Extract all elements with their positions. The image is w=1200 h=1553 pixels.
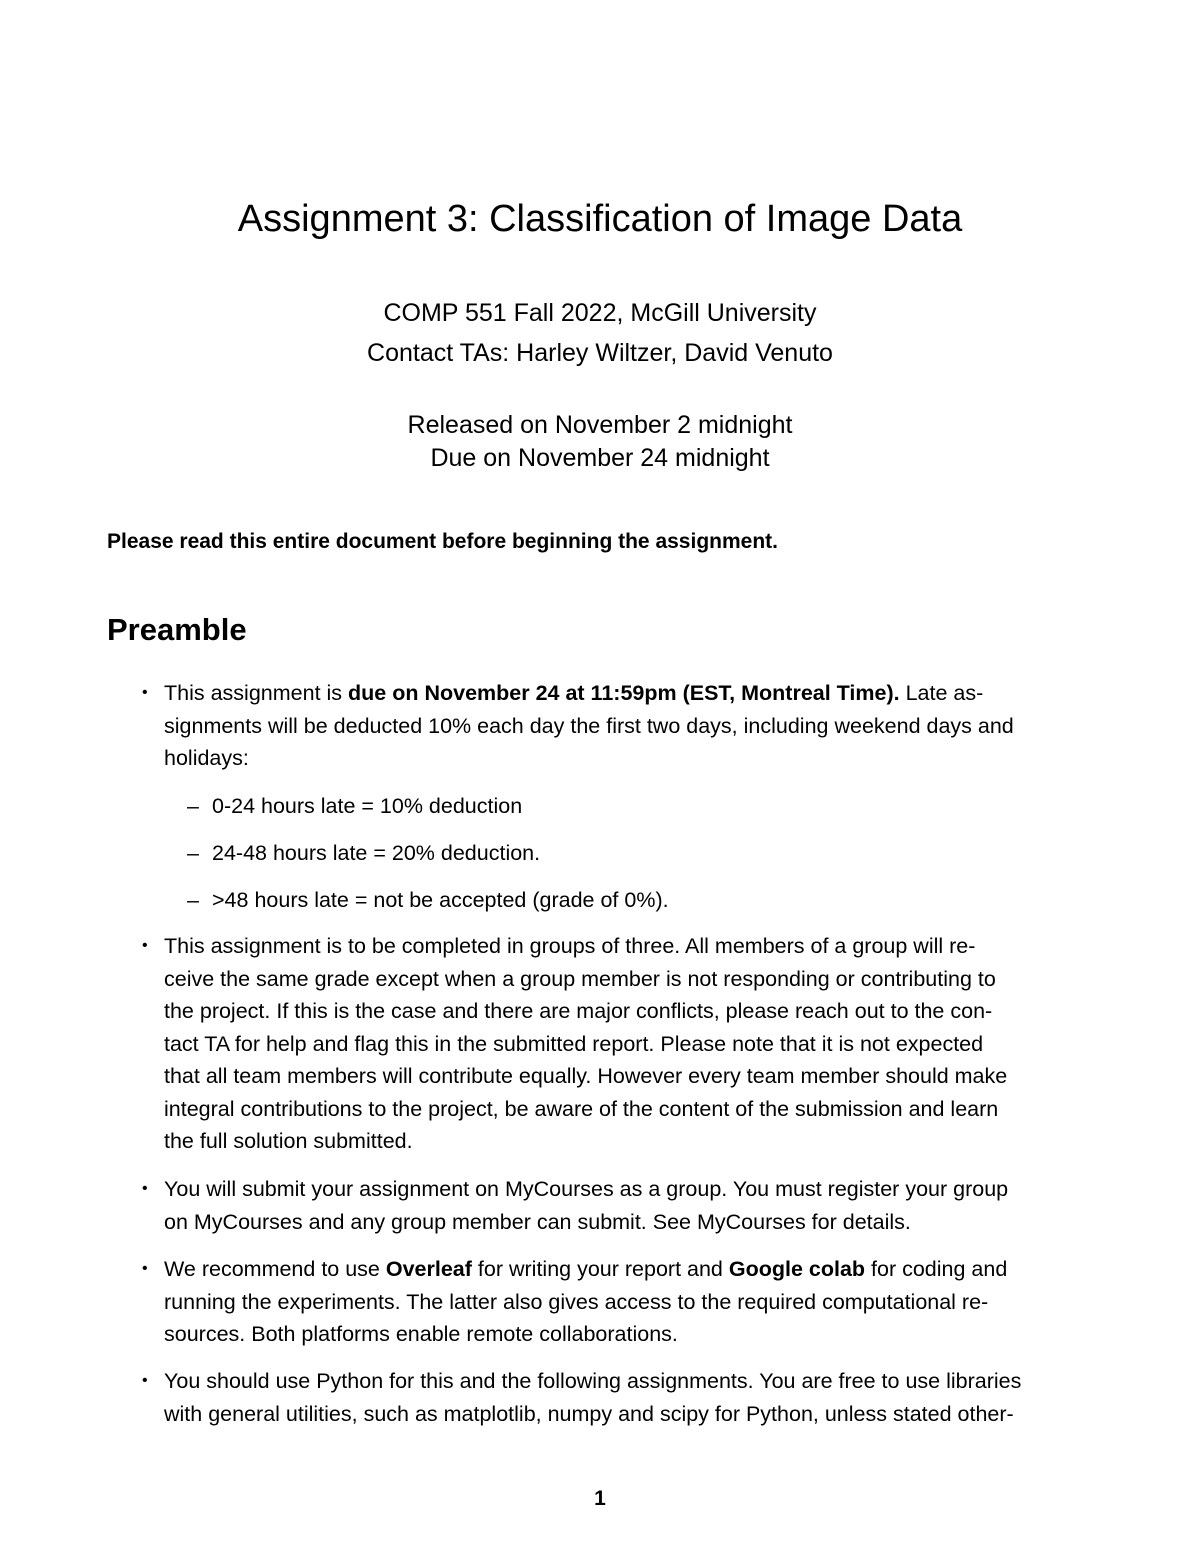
dash-icon: – (187, 841, 199, 865)
sub-list-item: – >48 hours late = not be accepted (grade of 0%). (212, 884, 1092, 917)
overleaf-text: Overleaf (385, 1257, 472, 1281)
google-colab-text: Google colab (728, 1257, 866, 1281)
list-item (142, 677, 1100, 775)
released-line: Released on November 2 midnight (407, 411, 793, 439)
list-item: • We recommend to use Overleaf for writing your report and Google colab for coding and running the experiments. The latter also gives access to the required computational re- sources. Both platforms enable remote collaborations. (164, 1253, 1100, 1351)
bullet-icon: • (142, 1372, 148, 1389)
sub-list-item: – 0-24 hours late = 10% deduction (212, 790, 1092, 823)
page-number: 1 (594, 1487, 606, 1510)
bullet-icon: • (142, 1180, 148, 1197)
text-line: This assignment is due on November 24 at 11:59pm (EST, Montreal Time). Late as- (164, 681, 984, 705)
text-line: holidays: (164, 746, 249, 770)
course-line: COMP 551 Fall 2022, McGill University (383, 299, 817, 327)
bullet-icon: • (142, 937, 148, 954)
list-item: • You should use Python for this and the following assignments. You are free to use libraries with general utilities, such as matplotlib, numpy and scipy for Python, unless stated other- (164, 1365, 1100, 1430)
list-item: • This assignment is to be completed in groups of three. All members of a group will re- ceive the same grade except when a group member is not responding or contributing to the project. If this is the case and there are major conflicts, please reach out to the con- tact TA for help and flag this in the submitted report. Please note that it is not expected that all team members will contribute equally. However every team member should make integral contributions to the project, be aware of the content of the submission and learn the full solution submitted. (164, 930, 1100, 1158)
bullet-icon: • (142, 1260, 148, 1277)
dash-icon: – (187, 888, 199, 912)
contact-line: Contact TAs: Harley Wiltzer, David Venuto (367, 339, 833, 367)
text-line: signments will be deducted 10% each day the first two days, including weekend days and (164, 713, 1014, 738)
section-heading-preamble: Preamble (107, 612, 247, 647)
document-title: Assignment 3: Classification of Image Data (237, 198, 963, 240)
dash-icon: – (187, 794, 199, 818)
read-notice: Please read this entire document before beginning the assignment. (107, 530, 778, 553)
list-item: • You will submit your assignment on MyCourses as a group. You must register your group on MyCourses and any group member can submit. See MyCourses for details. (164, 1173, 1100, 1238)
bullet-icon: • (142, 684, 148, 701)
due-line: Due on November 24 midnight (430, 444, 770, 472)
sub-list-item: – 24-48 hours late = 20% deduction. (212, 837, 1092, 870)
